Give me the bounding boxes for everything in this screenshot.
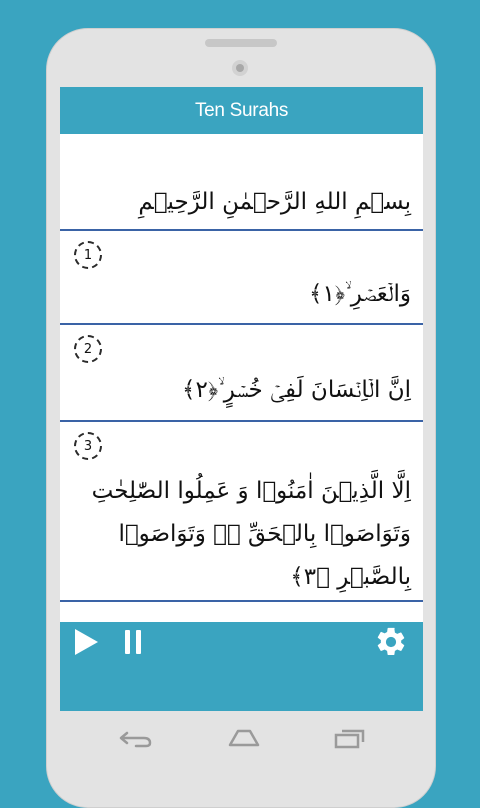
pause-button[interactable] xyxy=(118,622,148,662)
basmala-text: بِسۡمِ اللهِ الرَّحۡمٰنِ الرَّحِیۡمِ xyxy=(138,189,411,215)
verse-number-badge: 1 xyxy=(74,241,102,269)
phone-camera xyxy=(232,60,248,76)
app-bar xyxy=(60,87,423,134)
gear-icon xyxy=(374,625,408,659)
phone-speaker xyxy=(205,39,277,47)
verse-number-badge: 3 xyxy=(74,432,102,460)
verse-text: اِنَّ الۡاِنۡسَانَ لَفِیۡ خُسۡرٍ ۙ﴿۲﴾ xyxy=(181,377,411,403)
settings-button[interactable] xyxy=(373,622,409,662)
nav-back-button[interactable] xyxy=(116,720,156,756)
app-screen xyxy=(60,87,423,711)
verse-text: اِلَّا الَّذِیۡنَ اٰمَنُوۡا وَ عَمِلُوا الصّٰلِحٰتِ وَتَوَاصَوۡا بِالۡحَقِّ ۬ۙ وَتَوَاصَوۡا بِالصَّبۡرِ ﴿۳﴾ xyxy=(91,478,411,590)
playback-controls xyxy=(60,622,423,662)
surah-content[interactable] xyxy=(60,134,423,624)
home-icon xyxy=(224,727,264,749)
play-icon xyxy=(72,627,100,657)
app-title: Ten Surahs xyxy=(194,99,289,121)
play-button[interactable] xyxy=(70,622,102,662)
nav-home-button[interactable] xyxy=(222,720,266,756)
recents-icon xyxy=(333,726,367,750)
back-icon xyxy=(118,727,154,749)
pause-icon xyxy=(122,628,144,656)
verse-text: وَالۡعَصۡرِ ۙ﴿۱﴾ xyxy=(308,281,411,307)
verse-block-1[interactable] xyxy=(60,231,423,325)
basmala-block xyxy=(60,134,423,231)
verse-block-2[interactable] xyxy=(60,325,423,422)
verse-block-3[interactable] xyxy=(60,422,423,602)
system-nav-bar xyxy=(60,720,423,756)
nav-recents-button[interactable] xyxy=(330,720,370,756)
verse-number-badge: 2 xyxy=(74,335,102,363)
bottom-bar xyxy=(60,662,423,711)
